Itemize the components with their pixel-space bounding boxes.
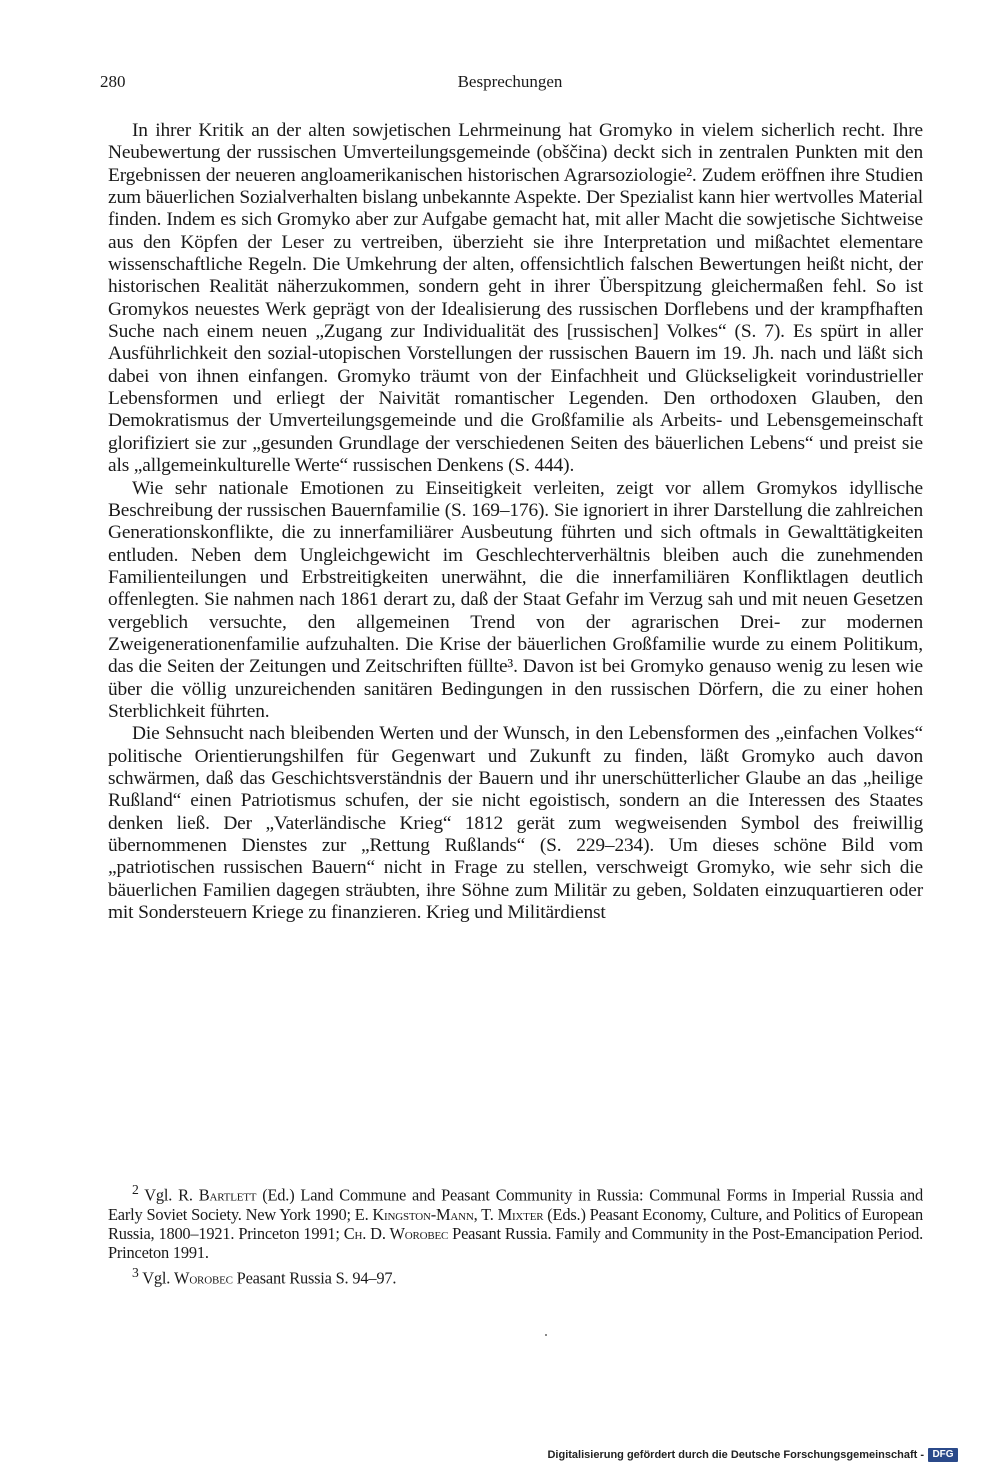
footnote-text: Vgl. R. xyxy=(144,1185,199,1205)
dfg-logo-icon: DFG xyxy=(928,1448,958,1462)
footnote-3 xyxy=(108,1263,923,1288)
footnote-2 xyxy=(108,1180,923,1263)
page-number: 280 xyxy=(100,72,126,91)
scan-speck xyxy=(545,1334,547,1336)
author-name: Ch. D. Worobec xyxy=(343,1224,449,1244)
paragraph-2: Wie sehr nationale Emotionen zu Einseitigkeit verleiten, zeigt vor allem Gromykos idyllische Beschreibung der russischen Bauernfamilie (S. 169–176). Sie ignoriert in ihrer Darstellung die zahlreichen Generationskonflikte, die zu innerfamiliärer Ausbeutung führten und sich oftmals in Gewalttätigkeiten entluden. Neben dem Ungleichgewicht im Geschlechterverhältnis bleiben auch die zunehmenden Familienteilungen und Erbstreitigkeiten unerwähnt, die die innerfamiliären Konfliktlagen deutlich offenlegten. Sie nahmen nach 1861 derart zu, daß der Staat Gefahr im Verzug sah und mit neuen Gesetzen vergeblich versuchte, den allgemeinen Trend von der agrarischen Drei- zur modernen Zweigenerationenfamilie aufzuhalten. Die Krise der bäuerlichen Großfamilie wurde zu einem Politikum, das die Seiten der Zeitungen und Zeitschriften füllte³. Davon ist bei Gromyko genauso wenig zu lesen wie über die völlig unzureichenden sanitären Bedingungen in den russischen Dörfern, die zu einer hohen Sterblichkeit führten. xyxy=(108,477,923,722)
paragraph-1: In ihrer Kritik an der alten sowjetischen Lehrmeinung hat Gromyko in vielem sicherlich recht. Ihre Neubewertung der russischen Umverteilungsgemeinde (obščina) deckt sich in zentralen Punkten mit den Ergebnissen der neueren angloamerikanischen historischen Agrarsoziologie². Zudem eröffnen ihre Studien zum bäuerlichen Sozialverhalten bislang unbekannte Aspekte. Der Spezialist kann hier wertvolles Material finden. Indem es sich Gromyko aber zur Aufgabe gemacht hat, mit aller Macht die sowjetische Sichtweise aus den Köpfen der Leser zu vertreiben, überzieht sie ihre Interpretation und mißachtet elementare wissenschaftliche Regeln. Die Umkehrung der alten, offensichtlich falschen Bewertungen heißt nicht, der historischen Realität näherzukommen, sondern geht in ihrer Überspitzung gleichermaßen fehl. So ist Gromykos neuestes Werk geprägt von der Idealisierung des russischen Dorflebens und der krampfhaften Suche nach einem neuen „Zugang zur Individualität des [russischen] Volkes“ (S. 7). Es spürt in aller Ausführlichkeit den sozial-utopischen Vorstellungen der russischen Bauern im 19. Jh. nach und läßt sich dabei von ihnen einfangen. Gromyko träumt von der Einfachheit und Glückseligkeit vorindustrieller Lebensformen und erliegt der Naivität romantischer Legenden. Den orthodoxen Glauben, den Demokratismus der Umverteilungsgemeinde und die Großfamilie als Arbeits- und Lebensgemeinschaft glorifiziert sie zur „gesunden Grundlage der verschiedenen Seiten des bäuerlichen Lebens“ und preist sie als „allgemeinkulturelle Werte“ russischen Denkens (S. 444). xyxy=(108,120,923,477)
running-title: Besprechungen xyxy=(457,72,563,91)
footnote-text: (Ed.) Land Commune and Peasant Community in Russia: Communal Forms in Imperial Russia and Early Soviet Society. New York 1990; E. xyxy=(108,1185,923,1224)
footnote-text: Peasant Russia. Family and Community in the Post-Emancipation Period. Princeton 1991. xyxy=(108,1224,923,1263)
paragraph-3: Die Sehnsucht nach bleibenden Werten und der Wunsch, in den Lebensformen des „einfachen Volkes“ politische Orientierungshilfen für Gegenwart und Zukunft zu finden, läßt Gromyko auch davon schwärmen, daß das Geschichtsverständnis der Bauern und ihr unerschütterlicher Glaube an das „heilige Rußland“ einen Patriotismus schufen, der sie nicht egoistisch, sondern an die Interessen des Staates denken ließ. Der „Vaterländische Krieg“ 1812 gerät zum wegweisenden Symbol des freiwillig übernommenen Dienstes zur „Rettung Rußlands“ (S. 229–234). Um dieses schöne Bild vom „patriotischen russischen Bauern“ nicht in Frage zu stellen, verschweigt Gromyko, wie sehr sich die bäuerlichen Familien dagegen sträubten, ihre Söhne zum Militär zu geben, Soldaten einzuquartieren oder mit Sondersteuern Kriege zu finanzieren. Krieg und Militärdienst xyxy=(108,723,923,924)
author-name: Mixter xyxy=(497,1204,544,1224)
page-header xyxy=(100,72,920,96)
author-name: Worobec xyxy=(174,1268,233,1288)
funding-note-text: Digitalisierung gefördert durch die Deutsche Forschungsgemeinschaft - xyxy=(547,1449,924,1461)
footnote-text: (Eds.) Peasant Economy, Culture, and Politics of European Russia, 1800–1921. Princeton 1991; xyxy=(108,1204,923,1244)
footnote-text: Vgl. xyxy=(142,1268,175,1288)
footnote-text: , T. xyxy=(473,1204,498,1224)
author-name: Kingston-Mann xyxy=(372,1204,474,1224)
footnote-2-number: 2 xyxy=(132,1182,139,1197)
footnote-3-number: 3 xyxy=(132,1264,139,1280)
footnote-text: Peasant Russia S. 94–97. xyxy=(232,1268,397,1288)
author-name: Bartlett xyxy=(198,1185,257,1205)
body-text xyxy=(108,120,923,924)
funding-note xyxy=(547,1447,958,1463)
footnotes xyxy=(108,1180,923,1287)
